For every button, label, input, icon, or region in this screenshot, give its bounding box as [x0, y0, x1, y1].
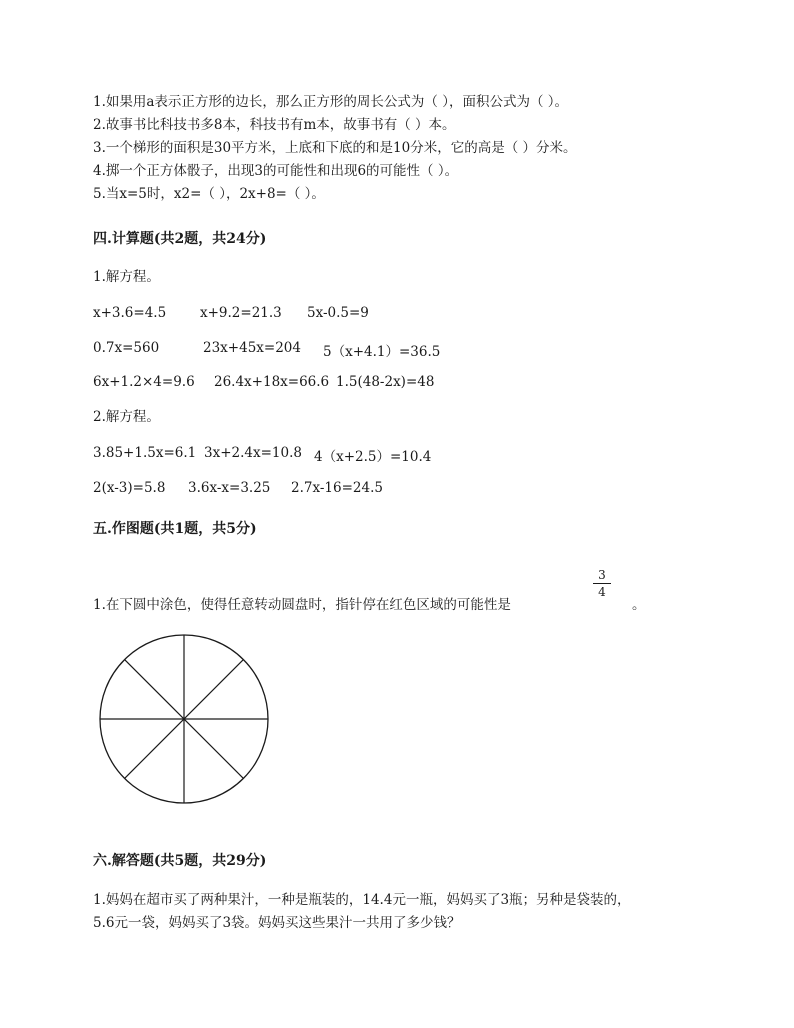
fill-question-1: 1.如果用a表示正方形的边长，那么正方形的周长公式为（ ），面积公式为（ ）。	[93, 94, 569, 110]
fill-question-2: 2.故事书比科技书多8本，科技书有m本，故事书有（ ）本。	[93, 117, 456, 133]
spinner-circle[interactable]	[98, 633, 270, 809]
calc-question-1-label: 1.解方程。	[93, 269, 160, 285]
drawing-question-end: 。	[632, 597, 646, 613]
equation: 26.4x+18x=66.6	[214, 374, 330, 390]
equation: 6x+1.2×4=9.6	[93, 374, 195, 390]
calc-question-2-label: 2.解方程。	[93, 409, 160, 425]
equation: 2.7x-16=24.5	[291, 480, 383, 496]
fill-question-3: 3.一个梯形的面积是30平方米，上底和下底的和是10分米，它的高是（ ）分米。	[93, 140, 577, 156]
equation: 1.5(48-2x)=48	[336, 374, 435, 390]
equation: 23x+45x=204	[203, 340, 301, 356]
equation: 0.7x=560	[93, 340, 160, 356]
equation: 5（x+4.1）=36.5	[323, 344, 441, 360]
equation: 5x-0.5=9	[307, 305, 369, 321]
equation: 3.6x-x=3.25	[188, 480, 271, 496]
fraction-three-quarters	[592, 568, 612, 599]
fraction-numerator: 3	[598, 568, 606, 582]
equation: 3.85+1.5x=6.1	[93, 445, 197, 461]
equation: 3x+2.4x=10.8	[204, 445, 302, 461]
drawing-question-text: 1.在下圆中涂色，使得任意转动圆盘时，指针停在红色区域的可能性是	[93, 597, 511, 613]
section-heading-calculation: 四.计算题(共2题，共24分)	[93, 231, 267, 247]
equation: x+3.6=4.5	[93, 305, 167, 321]
equation: 4（x+2.5）=10.4	[314, 449, 432, 465]
word-problem-1-line-1: 1.妈妈在超市买了两种果汁，一种是瓶装的，14.4元一瓶，妈妈买了3瓶；另种是袋装的，	[93, 892, 631, 908]
spinner-circle-svg[interactable]	[98, 633, 270, 805]
section-heading-word-problems: 六.解答题(共5题，共29分)	[93, 853, 267, 869]
fraction-denominator: 4	[598, 585, 606, 599]
word-problem-1-line-2: 5.6元一袋，妈妈买了3袋。妈妈买这些果汁一共用了多少钱？	[93, 915, 461, 931]
section-heading-drawing: 五.作图题(共1题，共5分)	[93, 521, 257, 537]
fill-question-5: 5.当x=5时，x2=（ ），2x+8=（ ）。	[93, 186, 325, 202]
equation: 2(x-3)=5.8	[93, 480, 166, 496]
fraction-bar	[593, 583, 611, 584]
fill-question-4: 4.掷一个正方体骰子，出现3的可能性和出现6的可能性（ ）。	[93, 163, 459, 179]
equation: x+9.2=21.3	[200, 305, 282, 321]
